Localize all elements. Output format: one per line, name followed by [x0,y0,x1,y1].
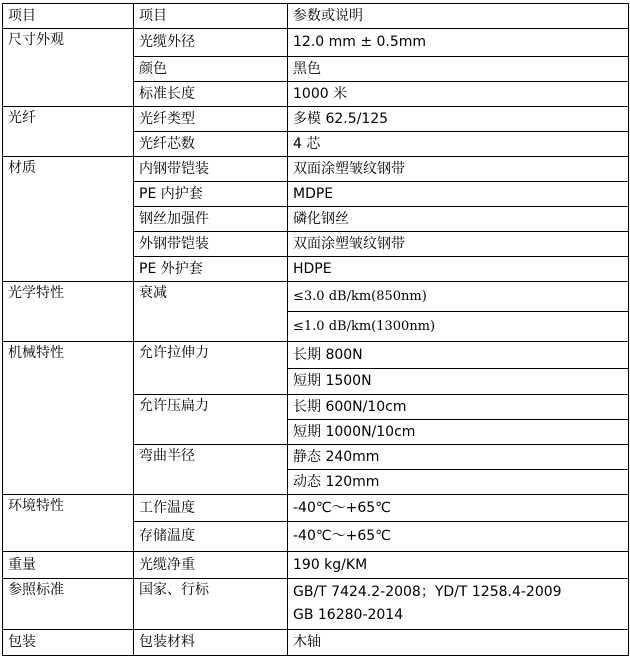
item-label: 光缆净重 [134,552,288,579]
item-label: 内钢带铠装 [134,157,288,182]
spec-table [2,3,629,656]
item-value: ≤3.0 dB/km(850nm) [288,282,629,312]
item-label: 允许拉伸力 [134,342,288,395]
table-row [3,157,629,182]
table-row [3,107,629,132]
header-col2: 项目 [134,4,288,29]
group-label-packaging: 包装 [3,630,134,656]
item-value: 动态 120mm [288,470,629,495]
item-value: 4 芯 [288,132,629,157]
item-label: 光缆外径 [134,29,288,57]
group-label-standards: 参照标准 [3,579,134,630]
item-label: 弯曲半径 [134,445,288,495]
group-label-fiber: 光纤 [3,107,134,157]
item-value-standards [288,579,629,630]
item-value: 磷化钢丝 [288,207,629,232]
standards-line-2: GB 16280-2014 [293,607,404,623]
header-col1: 项目 [3,4,134,29]
item-label: PE 内护套 [134,182,288,207]
table-row [3,630,629,656]
table-row [3,552,629,579]
item-label: 颜色 [134,57,288,82]
item-label: 钢丝加强件 [134,207,288,232]
item-value: ≤1.0 dB/km(1300nm) [288,312,629,342]
group-label-environment: 环境特性 [3,495,134,552]
item-value: 12.0 mm ± 0.5mm [288,29,629,57]
item-label: 国家、行标 [134,579,288,630]
group-label-dimensions: 尺寸外观 [3,29,134,107]
group-label-optical: 光学特性 [3,282,134,342]
group-label-weight: 重量 [3,552,134,579]
table-row [3,342,629,369]
table-row [3,282,629,312]
item-value: -40℃～+65℃ [288,522,629,552]
item-value: 黑色 [288,57,629,82]
item-value: 长期 800N [288,342,629,369]
header-col3: 参数或说明 [288,4,629,29]
table-row [3,495,629,522]
group-label-mechanical: 机械特性 [3,342,134,495]
item-label: 包装材料 [134,630,288,656]
item-value: 双面涂塑皱纹钢带 [288,157,629,182]
item-value: 双面涂塑皱纹钢带 [288,232,629,257]
item-value: -40℃～+65℃ [288,495,629,522]
item-label: 存储温度 [134,522,288,552]
group-label-material: 材质 [3,157,134,282]
item-value: 静态 240mm [288,445,629,470]
item-value: 短期 1000N/10cm [288,420,629,445]
item-label: 衰减 [134,282,288,342]
item-value: 190 kg/KM [288,552,629,579]
item-label: 标准长度 [134,82,288,107]
standards-line-1: GB/T 7424.2-2008；YD/T 1258.4-2009 [293,584,562,600]
item-value: MDPE [288,182,629,207]
item-label: 光纤芯数 [134,132,288,157]
item-value: 长期 600N/10cm [288,395,629,420]
item-value: 多模 62.5/125 [288,107,629,132]
item-label: PE 外护套 [134,257,288,282]
item-label: 外钢带铠装 [134,232,288,257]
table-row [3,579,629,630]
item-value: 木轴 [288,630,629,656]
item-label: 允许压扁力 [134,395,288,445]
item-label: 光纤类型 [134,107,288,132]
item-value: 1000 米 [288,82,629,107]
item-label: 工作温度 [134,495,288,522]
item-value: 短期 1500N [288,369,629,395]
item-value: HDPE [288,257,629,282]
table-row [3,29,629,57]
table-header-row [3,4,629,29]
